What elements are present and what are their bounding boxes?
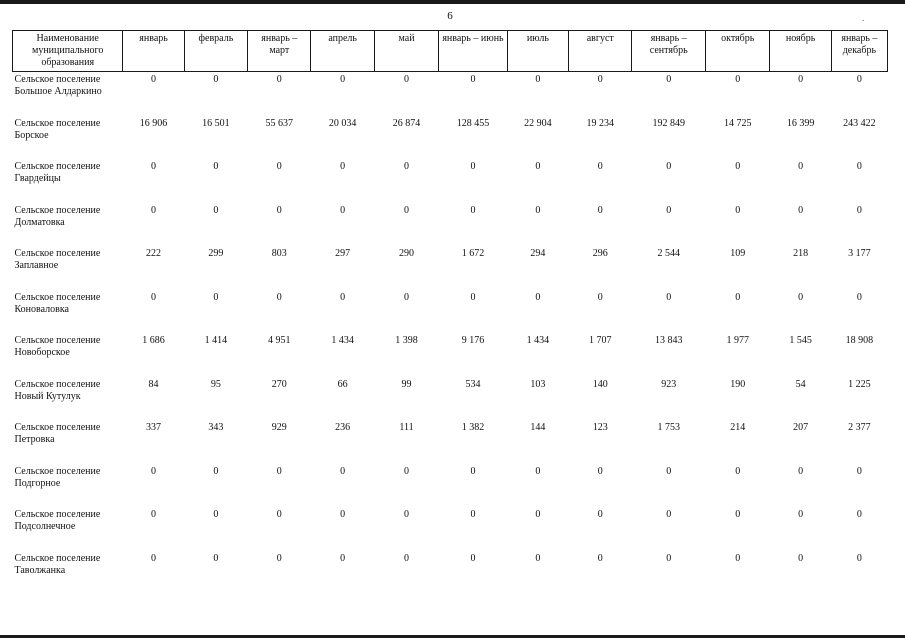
settlement-prefix: Сельское поселение xyxy=(14,161,101,172)
value-cell: 16 399 xyxy=(786,117,815,129)
table-row xyxy=(13,551,888,595)
settlement-name: Подсолнечное xyxy=(14,521,76,532)
value-cell: 0 xyxy=(535,291,541,303)
value-cell: 0 xyxy=(666,552,672,564)
value-cell: 0 xyxy=(798,74,804,85)
value-cell: 207 xyxy=(793,422,809,433)
table-row xyxy=(13,290,888,334)
value-cell: 0 xyxy=(470,74,476,85)
settlement-name: Заплавное xyxy=(14,260,59,271)
value-cell: 0 xyxy=(597,204,603,216)
settlement-prefix: Сельское поселение xyxy=(14,74,101,85)
stray-mark: . xyxy=(862,13,865,23)
value-cell: 0 xyxy=(276,74,282,85)
value-cell: 0 xyxy=(798,509,804,520)
value-cell: 296 xyxy=(592,248,608,259)
value-cell: 103 xyxy=(530,378,546,390)
municipality-cell xyxy=(13,464,123,508)
value-cell: 0 xyxy=(856,509,862,520)
settlement-name: Петровка xyxy=(14,434,55,445)
value-cell: 218 xyxy=(793,248,809,259)
value-cell: 190 xyxy=(730,378,746,390)
value-cell: 214 xyxy=(730,422,746,433)
value-cell: 0 xyxy=(404,161,410,172)
settlement-name: Большое Алдаркино xyxy=(14,86,102,97)
value-cell: 192 849 xyxy=(652,117,685,129)
settlement-prefix: Сельское поселение xyxy=(14,552,101,564)
value-cell: 0 xyxy=(404,74,410,85)
table-row xyxy=(13,72,888,116)
header-period: январь – июнь xyxy=(439,31,507,72)
value-cell: 297 xyxy=(335,248,351,259)
value-cell: 0 xyxy=(597,291,603,303)
value-cell: 0 xyxy=(340,509,346,520)
value-cell: 0 xyxy=(276,552,282,564)
settlement-name: Новоборское xyxy=(14,347,70,358)
value-cell: 0 xyxy=(404,552,410,564)
value-cell: 290 xyxy=(399,248,415,259)
value-cell: 0 xyxy=(535,509,541,520)
value-cell: 222 xyxy=(146,248,162,259)
value-cell: 0 xyxy=(470,465,476,477)
value-cell: 0 xyxy=(213,74,219,85)
value-cell: 0 xyxy=(597,552,603,564)
value-cell: 0 xyxy=(213,552,219,564)
value-cell: 337 xyxy=(146,422,162,433)
value-cell: 16 906 xyxy=(139,117,168,129)
value-cell: 0 xyxy=(151,552,157,564)
value-cell: 803 xyxy=(271,248,287,259)
value-cell: 0 xyxy=(798,465,804,477)
table-row xyxy=(13,507,888,551)
value-cell: 26 874 xyxy=(392,117,421,129)
settlement-name: Подгорное xyxy=(14,477,61,489)
municipality-cell xyxy=(13,159,123,203)
value-cell: 236 xyxy=(335,422,351,433)
value-cell: 128 455 xyxy=(456,117,490,129)
settlement-prefix: Сельское поселение xyxy=(14,117,101,129)
municipality-cell xyxy=(13,246,123,290)
value-cell: 0 xyxy=(151,161,157,172)
value-cell: 0 xyxy=(535,552,541,564)
value-cell: 0 xyxy=(856,74,862,85)
value-cell: 0 xyxy=(151,465,157,477)
settlement-prefix: Сельское поселение xyxy=(14,422,101,433)
settlement-prefix: Сельское поселение xyxy=(14,509,101,520)
table-row xyxy=(13,377,888,421)
value-cell: 144 xyxy=(530,422,546,433)
bottom-rule xyxy=(0,635,905,638)
value-cell: 0 xyxy=(470,509,476,520)
value-cell: 0 xyxy=(340,204,346,216)
value-cell: 16 501 xyxy=(202,117,230,129)
value-cell: 1 977 xyxy=(726,335,749,346)
value-cell: 929 xyxy=(271,422,287,433)
municipality-cell xyxy=(13,507,123,551)
table-body xyxy=(13,72,888,595)
value-cell: 0 xyxy=(856,552,862,564)
value-cell: 1 414 xyxy=(204,335,228,346)
settlement-name: Долматовка xyxy=(14,216,65,228)
value-cell: 0 xyxy=(151,291,157,303)
header-municipality: Наименование муниципального образования xyxy=(13,31,123,72)
value-cell: 111 xyxy=(399,422,414,433)
value-cell: 0 xyxy=(470,291,476,303)
value-cell: 109 xyxy=(730,248,746,259)
value-cell: 1 382 xyxy=(461,422,485,433)
header-period: октябрь xyxy=(706,31,770,72)
value-cell: 0 xyxy=(151,509,157,520)
value-cell: 0 xyxy=(666,509,672,520)
header-period: август xyxy=(569,31,632,72)
table-row xyxy=(13,203,888,247)
value-cell: 0 xyxy=(735,465,741,477)
value-cell: 0 xyxy=(276,291,282,303)
value-cell: 1 753 xyxy=(657,422,680,433)
municipality-cell xyxy=(13,203,123,247)
value-cell: 13 843 xyxy=(654,335,683,346)
header-period: июль xyxy=(507,31,568,72)
municipality-cell xyxy=(13,116,123,160)
header-period: январь – сентябрь xyxy=(632,31,706,72)
value-cell: 0 xyxy=(597,465,603,477)
value-cell: 0 xyxy=(340,465,346,477)
value-cell: 0 xyxy=(340,291,346,303)
value-cell: 123 xyxy=(592,422,608,433)
value-cell: 294 xyxy=(530,248,546,259)
table-row xyxy=(13,333,888,377)
value-cell: 0 xyxy=(597,161,603,172)
value-cell: 9 176 xyxy=(461,335,485,346)
value-cell: 0 xyxy=(735,74,741,85)
value-cell: 1 225 xyxy=(848,378,871,390)
value-cell: 66 xyxy=(337,378,348,390)
value-cell: 140 xyxy=(592,378,608,390)
value-cell: 243 422 xyxy=(843,117,876,129)
value-cell: 0 xyxy=(213,161,219,172)
value-cell: 1 434 xyxy=(331,335,354,346)
header-period: май xyxy=(374,31,438,72)
value-cell: 0 xyxy=(666,161,672,172)
header-period: январь – декабрь xyxy=(831,31,887,72)
municipality-cell xyxy=(13,420,123,464)
value-cell: 534 xyxy=(465,378,481,390)
settlement-name: Борское xyxy=(14,129,49,141)
value-cell: 0 xyxy=(856,291,862,303)
municipality-cell xyxy=(13,290,123,334)
header-row xyxy=(13,31,888,72)
value-cell: 0 xyxy=(798,161,804,172)
value-cell: 0 xyxy=(735,204,741,216)
value-cell: 0 xyxy=(213,204,219,216)
header-period: апрель xyxy=(311,31,374,72)
value-cell: 299 xyxy=(208,248,224,259)
value-cell: 0 xyxy=(470,161,476,172)
value-cell: 923 xyxy=(661,378,677,390)
header-period: февраль xyxy=(184,31,247,72)
settlement-prefix: Сельское поселение xyxy=(14,378,101,390)
value-cell: 0 xyxy=(151,204,157,216)
value-cell: 1 434 xyxy=(526,335,550,346)
value-cell: 0 xyxy=(666,291,672,303)
data-table xyxy=(12,30,888,594)
value-cell: 99 xyxy=(401,378,412,390)
value-cell: 0 xyxy=(798,552,804,564)
value-cell: 0 xyxy=(535,161,541,172)
value-cell: 95 xyxy=(210,378,221,390)
settlement-prefix: Сельское поселение xyxy=(14,291,101,303)
settlement-prefix: Сельское поселение xyxy=(14,204,101,216)
value-cell: 0 xyxy=(666,204,672,216)
municipality-cell xyxy=(13,377,123,421)
table-row xyxy=(13,464,888,508)
table-row xyxy=(13,420,888,464)
value-cell: 2 377 xyxy=(848,422,871,433)
value-cell: 0 xyxy=(735,552,741,564)
municipality-cell xyxy=(13,551,123,595)
top-rule xyxy=(0,0,905,4)
value-cell: 20 034 xyxy=(328,117,357,129)
value-cell: 1 398 xyxy=(395,335,418,346)
value-cell: 0 xyxy=(276,465,282,477)
value-cell: 0 xyxy=(340,552,346,564)
value-cell: 0 xyxy=(735,161,741,172)
value-cell: 0 xyxy=(404,204,410,216)
value-cell: 1 672 xyxy=(461,248,485,259)
value-cell: 0 xyxy=(213,465,219,477)
value-cell: 0 xyxy=(404,291,410,303)
value-cell: 18 908 xyxy=(845,335,874,346)
value-cell: 1 686 xyxy=(142,335,165,346)
value-cell: 1 707 xyxy=(588,335,612,346)
value-cell: 0 xyxy=(666,465,672,477)
value-cell: 0 xyxy=(735,509,741,520)
value-cell: 270 xyxy=(271,378,287,390)
value-cell: 0 xyxy=(856,204,862,216)
value-cell: 19 234 xyxy=(586,117,614,129)
value-cell: 22 904 xyxy=(524,117,552,129)
value-cell: 54 xyxy=(795,378,806,390)
value-cell: 0 xyxy=(597,509,603,520)
table-row xyxy=(13,116,888,160)
value-cell: 0 xyxy=(856,465,862,477)
settlement-name: Гвардейцы xyxy=(14,173,61,184)
value-cell: 0 xyxy=(597,74,603,85)
value-cell: 0 xyxy=(470,204,476,216)
value-cell: 0 xyxy=(798,291,804,303)
municipality-cell xyxy=(13,333,123,377)
settlement-name: Новый Кутулук xyxy=(14,390,81,402)
value-cell: 0 xyxy=(404,509,410,520)
value-cell: 0 xyxy=(404,465,410,477)
value-cell: 0 xyxy=(340,74,346,85)
value-cell: 0 xyxy=(213,291,219,303)
value-cell: 14 725 xyxy=(723,117,752,129)
header-period: январь – март xyxy=(248,31,311,72)
value-cell: 1 545 xyxy=(789,335,812,346)
value-cell: 0 xyxy=(535,74,541,85)
value-cell: 0 xyxy=(535,465,541,477)
settlement-prefix: Сельское поселение xyxy=(14,335,101,346)
header-period: ноябрь xyxy=(770,31,831,72)
value-cell: 3 177 xyxy=(848,248,871,259)
value-cell: 0 xyxy=(276,161,282,172)
table-row xyxy=(13,246,888,290)
value-cell: 0 xyxy=(340,161,346,172)
value-cell: 0 xyxy=(856,161,862,172)
value-cell: 2 544 xyxy=(657,248,680,259)
value-cell: 343 xyxy=(208,422,224,433)
value-cell: 0 xyxy=(276,509,282,520)
value-cell: 0 xyxy=(151,74,157,85)
value-cell: 4 951 xyxy=(268,335,291,346)
value-cell: 0 xyxy=(213,509,219,520)
value-cell: 84 xyxy=(148,378,159,390)
value-cell: 0 xyxy=(798,204,804,216)
value-cell: 0 xyxy=(470,552,476,564)
settlement-name: Коноваловка xyxy=(14,303,69,315)
value-cell: 0 xyxy=(735,291,741,303)
settlement-prefix: Сельское поселение xyxy=(14,248,101,259)
table-row xyxy=(13,159,888,203)
header-period: январь xyxy=(123,31,184,72)
value-cell: 0 xyxy=(276,204,282,216)
municipality-cell xyxy=(13,72,123,116)
settlement-prefix: Сельское поселение xyxy=(14,465,101,477)
value-cell: 0 xyxy=(666,74,672,85)
settlement-name: Таволжанка xyxy=(14,564,66,576)
value-cell: 55 637 xyxy=(265,117,294,129)
page-number: 6 xyxy=(447,10,453,22)
value-cell: 0 xyxy=(535,204,541,216)
